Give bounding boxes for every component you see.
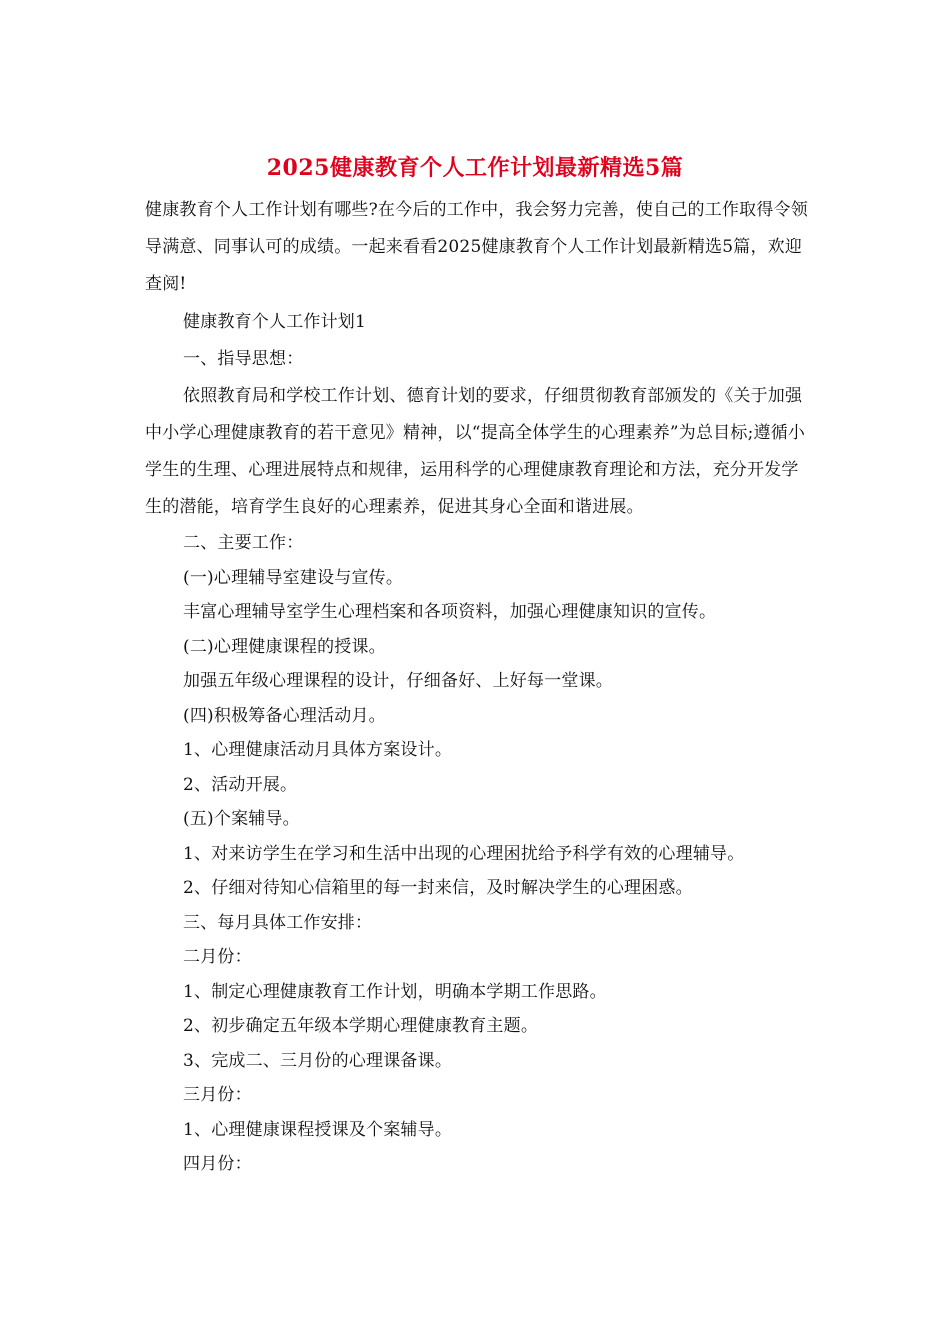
list-item: 二月份： [183, 947, 252, 967]
intro-paragraph [145, 192, 810, 303]
list-item: 2、活动开展。 [183, 774, 298, 795]
document-title: 2025健康教育个人工作计划最新精选5篇 [266, 155, 684, 181]
list-item: 1、制定心理健康教育工作计划，明确本学期工作思路。 [183, 981, 607, 1002]
list-item: (五)个案辅导。 [183, 809, 300, 829]
list-item: 三、每月具体工作安排： [183, 912, 373, 933]
list-item: (二)心理健康课程的授课。 [183, 636, 386, 657]
intro-text: 健康教育个人工作计划有哪些?在今后的工作中，我会努力完善，使自己的工作取得令领导满意、同事认可的成绩。一起来看看2025健康教育个人工作计划最新精选5篇，欢迎查阅! [145, 200, 808, 294]
list-item: 3、完成二、三月份的心理课备课。 [183, 1050, 453, 1071]
part1-text: 依照教育局和学校工作计划、德育计划的要求，仔细贯彻教育部颁发的《关于加强中小学心理健康教育的若干意见》精神，以“提高全体学生的心理素养”为总目标;遵循小学生的生理、心理进展特点和规律，运用科学的心理健康教育理论和方法，充分开发学生的潜能，培育学生良好的心理素养，促进其身心全面和谐进展。 [145, 386, 806, 517]
list-item: 三月份： [183, 1085, 252, 1105]
list-item: 2、初步确定五年级本学期心理健康教育主题。 [183, 1016, 539, 1036]
list-item: 1、对来访学生在学习和生活中出现的心理困扰给予科学有效的心理辅导。 [183, 843, 745, 864]
list-item: 四月份： [183, 1154, 252, 1174]
list-item: 1、心理健康课程授课及个案辅导。 [183, 1119, 453, 1140]
list-item: 2、仔细对待知心信箱里的每一封来信，及时解决学生的心理困惑。 [183, 878, 693, 898]
list-item: 丰富心理辅导室学生心理档案和各项资料，加强心理健康知识的宣传。 [183, 602, 717, 622]
document-body [145, 304, 810, 1182]
part1-heading: 一、指导思想： [183, 349, 304, 369]
list-item: 二、主要工作： [183, 533, 304, 553]
list-item: 1、心理健康活动月具体方案设计。 [183, 740, 453, 760]
list-item: (一)心理辅导室建设与宣传。 [183, 567, 404, 588]
list-item: 加强五年级心理课程的设计，仔细备好、上好每一堂课。 [183, 671, 613, 691]
section-heading: 健康教育个人工作计划1 [183, 312, 367, 332]
list-item: (四)积极筹备心理活动月。 [183, 705, 386, 726]
